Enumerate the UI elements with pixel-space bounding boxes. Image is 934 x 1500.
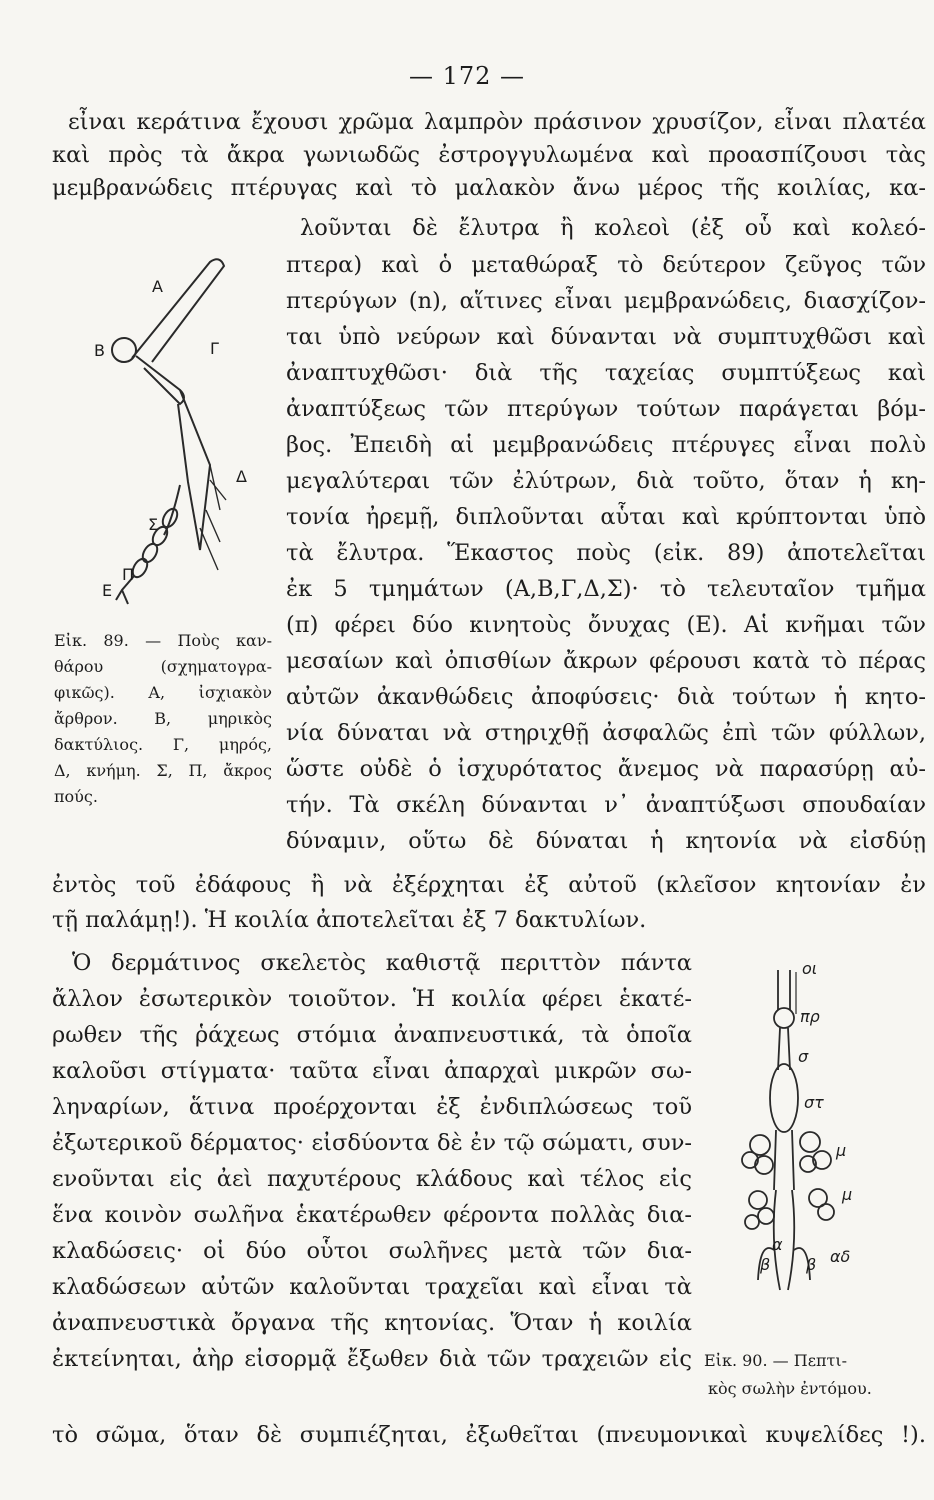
label-oi: οι [802,959,818,978]
text-line: ἀναπτύξεως τῶν πτερύγων τούτων παράγεται βόμ- [286,396,926,422]
text-line: εἶναι κεράτινα ἔχουσι χρῶμα λαμπρὸν πράσινον χρυσίζον, εἶναι πλατέα [68,109,926,135]
text-line: καλοῦσι στίγματα· ταῦτα εἶναι ἀπαρχαὶ μικρῶν σω- [52,1058,692,1084]
text-line: κλαδώσεις· οἱ δύο οὗτοι σωλῆνες μετὰ τῶν δια- [52,1238,692,1264]
text-line: μεγαλύτεραι τῶν ἐλύτρων, διὰ τοῦτο, ὅταν ἡ κη- [286,468,926,494]
text-line: πτερα) καὶ ὁ μεταθώραξ τὸ δεύτερον ζεῦγος τῶν [286,252,926,278]
label-A: Α [152,277,163,296]
text-line: ἀναπτυχθῶσι· διὰ τῆς ταχείας συμπτύξεως καὶ [286,360,926,386]
text-line: μεσαίων καὶ ὀπισθίων ἄκρων φέρουσι κατὰ τὸ πέρας [286,648,926,674]
label-b2: β [806,1255,817,1274]
label-m1: μ [836,1141,847,1160]
figure-89-beetle-leg [60,250,280,620]
label-s: σ [798,1047,809,1066]
label-G: Γ [210,339,219,358]
figure-90-digestive-tube [730,950,920,1330]
text-line: Ὁ δερμάτινος σκελετὸς καθιστᾷ περιττὸν πάντα [72,950,692,976]
label-b1: β [760,1255,771,1274]
text-line: ρωθεν τῆς ῥάχεως στόμια ἀναπνευστικά, τὰ ὁποῖα [52,1022,692,1048]
text-line: τὸ σῶμα, ὅταν δὲ συμπιέζηται, ἐξωθεῖται (πνευμονικαὶ κυψελίδες !). [52,1422,926,1448]
page-number: — 172 — [408,62,526,90]
fig89-caption-line: Δ, κνήμη. Σ, Π, ἄκρος [54,761,272,780]
label-st: στ [804,1093,824,1112]
text-line: (π) φέρει δύο κινητοὺς ὄνυχας (Ε). Αἱ κνῆμαι τῶν [286,612,926,638]
text-line: ενοῦνται εἰς ἀεὶ παχυτέρους κλάδους καὶ τέλος εἰς [52,1166,692,1192]
text-line: πτερύγων (n), αἵτινες εἶναι μεμβρανώδεις, διασχίζον- [286,288,926,314]
text-line: βος. Ἐπειδὴ αἱ μεμβρανώδεις πτέρυγες εἶναι πολὺ [286,432,926,458]
fig89-caption-line: φικῶς). Α, ἰσχιακὸν [54,683,272,702]
label-E: Ε [102,581,113,600]
text-line: νία δύναται νὰ στηριχθῇ ἀσφαλῶς ἐπὶ τῶν φύλλων, [286,720,926,746]
label-m2: μ [842,1185,853,1204]
text-line: τὰ ἔλυτρα. Ἕκαστος ποὺς (εἰκ. 89) ἀποτελεῖται [286,540,926,566]
text-line: ληναρίων, ἅτινα προέρχονται ἐξ ἐνδιπλώσεως τοῦ [52,1094,692,1120]
fig89-caption-line: Εἰκ. 89. — Ποὺς καν- [54,631,272,650]
fig89-caption-line: ἄρθρον. Β, μηρικὸς [54,709,272,728]
fig89-caption-line: θάρου (σχηματογρα- [54,657,272,676]
text-line: ὥστε οὐδὲ ὁ ἰσχυρότατος ἄνεμος νὰ παρασύρῃ αὐ- [286,756,926,782]
text-line: ἐκ 5 τμημάτων (Α,Β,Γ,Δ,Σ)· τὸ τελευταῖον τμῆμα [286,576,926,602]
beetle-leg-drawing [60,250,280,620]
text-line: ἕνα κοινὸν σωλῆνα ἑκατέρωθεν φέροντα πολλὰς δια- [52,1202,692,1228]
label-a: α [772,1235,783,1254]
text-line: τονία ἠρεμῇ, διπλοῦνται αὗται καὶ κρύπτονται ὑπὸ [286,504,926,530]
text-line: αὐτῶν ἀκανθώδεις ἀποφύσεις· διὰ τούτων ἡ κητο- [286,684,926,710]
text-line: ἀναπνευστικὰ ὄργανα τῆς κητονίας. Ὅταν ἡ κοιλία [52,1310,692,1336]
text-line: καὶ πρὸς τὰ ἄκρα γωνιωδῶς ἐστρογγυλωμένα καὶ προασπίζουσι τὰς [52,142,926,168]
text-line: τῇ παλάμῃ!). Ἡ κοιλία ἀποτελεῖται ἐξ 7 δακτυλίων. [52,907,647,933]
text-line: δύναμιν, οὕτω δὲ δύναται ἡ κητονία νὰ εἰσδύῃ [286,828,926,854]
text-line: τήν. Τὰ σκέλη δύνανται ν᾽ ἀναπτύξωσι σπουδαίαν [286,792,926,818]
text-line: κλαδώσεων αὐτῶν καλοῦνται τραχεῖαι καὶ εἶναι τὰ [52,1274,692,1300]
label-S: Σ [148,515,159,534]
label-pr: πρ [800,1007,820,1026]
label-ad: αδ [830,1247,851,1266]
text-line: μεμβρανώδεις πτέρυγας καὶ τὸ μαλακὸν ἄνω μέρος τῆς κοιλίας, κα- [52,175,926,201]
text-line: ἐντὸς τοῦ ἐδάφους ἢ νὰ ἐξέρχηται ἐξ αὐτοῦ (κλεῖσον κητονίαν ἐν [52,872,926,898]
text-line: ται ὑπὸ νεύρων καὶ δύνανται νὰ συμπτυχθῶσι καὶ [286,324,926,350]
text-line: ἐκτείνηται, ἀὴρ εἰσορμᾷ ἔξωθεν διὰ τῶν τραχειῶν εἰς [52,1346,692,1372]
label-D: Δ [236,467,247,486]
text-line: ἄλλον ἐσωτερικὸν τοιοῦτον. Ἡ κοιλία φέρει ἑκατέ- [52,986,692,1012]
fig90-caption-line: Εἰκ. 90. — Πεπτι- [704,1351,848,1370]
label-B: Β [94,341,105,360]
digestive-tube-drawing [730,950,920,1330]
text-line: λοῦνται δὲ ἔλυτρα ἢ κολεοὶ (ἐξ οὗ καὶ κολεό- [300,215,926,241]
fig90-caption-line: κὸς σωλὴν ἐντόμου. [708,1379,872,1398]
fig89-caption-line: δακτύλιος. Γ, μηρός, [54,735,272,754]
fig89-caption-line: πούς. [54,787,98,806]
label-P: Π [122,565,135,584]
text-line: ἐξωτερικοῦ δέρματος· εἰσδύοντα δὲ ἐν τῷ σώματι, συν- [52,1130,692,1156]
